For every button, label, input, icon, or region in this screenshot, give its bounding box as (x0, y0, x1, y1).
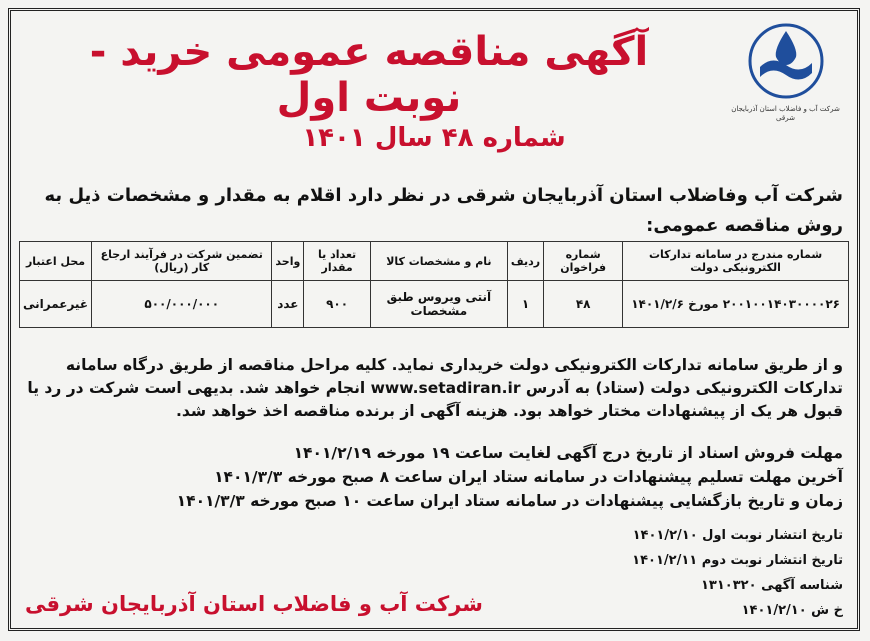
header-call-number: شماره فراخوان (544, 242, 623, 281)
table-row (20, 281, 849, 328)
submission-deadline: آخرین مهلت تسلیم پیشنهادات در سامانه ستاد ایران ساعت ۸ صبح مورخه ۱۴۰۱/۳/۳ (214, 468, 843, 486)
footer-company-name: شرکت آب و فاضلاب استان آذربایجان شرقی (25, 592, 483, 616)
issue-code: خ ش ۱۴۰۱/۲/۱۰ (741, 603, 843, 618)
logo-company-name: شرکت آب و فاضلاب استان آذربایجان شرقی (731, 105, 840, 122)
header-guarantee: تضمین شرکت در فرآیند ارجاع کار (ریال) (92, 242, 272, 281)
deadline-list (25, 441, 843, 513)
header-quantity: تعداد یا مقدار (304, 242, 371, 281)
header-row-number: ردیف (507, 242, 543, 281)
second-publication-date: تاریخ انتشار نوبت دوم ۱۴۰۱/۲/۱۱ (632, 553, 843, 568)
notice-number: شماره ۴۸ سال ۱۴۰۱ (302, 123, 566, 153)
notice-id: شناسه آگهی ۱۳۱۰۳۲۰ (701, 578, 843, 593)
cell-row-number: ۱ (507, 281, 543, 328)
doc-sale-deadline: مهلت فروش اسناد از تاریخ درج آگهی لغایت ساعت ۱۹ مورخه ۱۴۰۱/۲/۱۹ (293, 444, 843, 462)
notice-frame (8, 8, 860, 631)
water-drop-icon (746, 21, 826, 101)
header-budget-source: محل اعتبار (20, 242, 92, 281)
items-table (19, 241, 849, 328)
cell-setad-number: ۲۰۰۱۰۰۱۴۰۳۰۰۰۰۲۶ مورخ ۱۴۰۱/۲/۶ (623, 281, 849, 328)
opening-date: زمان و تاریخ بازگشایی پیشنهادات در سامانه ستاد ایران ساعت ۱۰ صبح مورخه ۱۴۰۱/۳/۳ (176, 492, 843, 510)
intro-paragraph: شرکت آب وفاضلاب استان آذربایجان شرقی در نظر دارد اقلام به مقدار و مشخصات ذیل به روش مناقصه عمومی: (44, 185, 843, 236)
table-header-row (20, 242, 849, 281)
cell-budget-source: غیرعمرانی (20, 281, 92, 328)
cell-call-number: ۴۸ (544, 281, 623, 328)
header-setad-number: شماره مندرج در سامانه تدارکات الکترونیکی دولت (623, 242, 849, 281)
notice-title: آگهی مناقصه عمومی خرید - نوبت اول (89, 29, 649, 121)
cell-unit: عدد (272, 281, 304, 328)
cell-guarantee: ۵۰۰/۰۰۰/۰۰۰ (92, 281, 272, 328)
company-logo (728, 21, 843, 123)
procedure-paragraph: و از طریق سامانه تدارکات الکترونیکی دولت خریداری نماید. کلیه مراحل مناقصه از طریق درگاه سامانه تدارکات الکترونیکی دولت (ستاد) به آدرس www.setadiran.ir انجام خواهد شد. بدیهی است شرکت در رد یا قبول هر یک از پیشنهادات مختار خواهد بود. هزینه آگهی از برنده مناقصه اخذ خواهد شد. (27, 356, 843, 420)
cell-quantity: ۹۰۰ (304, 281, 371, 328)
header-item-name: نام و مشخصات کالا (370, 242, 507, 281)
cell-item-name: آنتی ویروس طبق مشخصات (370, 281, 507, 328)
header-unit: واحد (272, 242, 304, 281)
first-publication-date: تاریخ انتشار نوبت اول ۱۴۰۱/۲/۱۰ (632, 528, 843, 543)
